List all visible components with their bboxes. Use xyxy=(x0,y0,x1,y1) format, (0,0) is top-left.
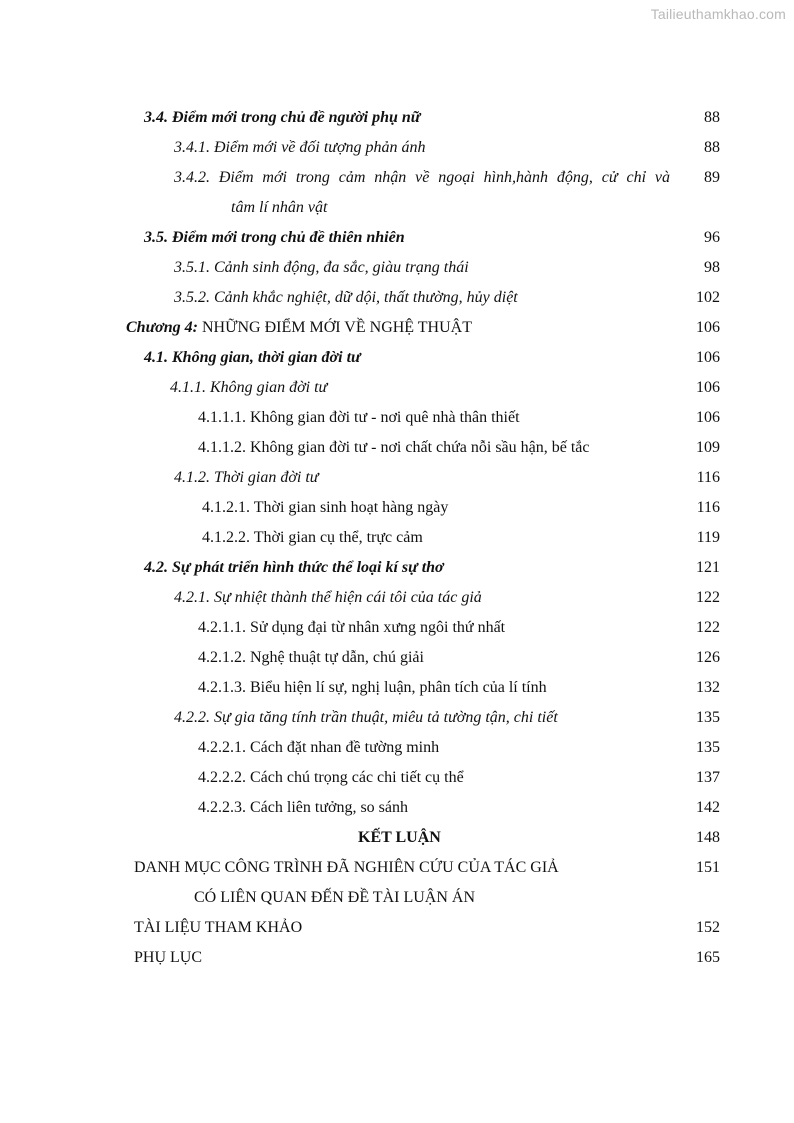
toc-entry-4-2-2[interactable] xyxy=(0,708,794,738)
toc-entry-publications-continuation xyxy=(0,888,794,918)
toc-entry-title: TÀI LIỆU THAM KHẢO xyxy=(134,919,303,936)
toc-entry-3-4-2[interactable] xyxy=(0,168,794,198)
toc-entry-title: 4.1.1.2. Không gian đời tư - nơi chất chứa nỗi sầu hận, bế tắc xyxy=(198,439,590,456)
toc-entry-page: 135 xyxy=(696,709,720,726)
toc-entry-title: 4.2.2. Sự gia tăng tính trần thuật, miêu tả tường tận, chi tiết xyxy=(174,709,558,726)
toc-entry-page: 137 xyxy=(696,769,720,786)
toc-entry-4-2-1-1[interactable] xyxy=(0,618,794,648)
toc-entry-page: 151 xyxy=(696,859,720,876)
toc-entry-4-1-1-1[interactable] xyxy=(0,408,794,438)
toc-entry-page: 119 xyxy=(696,529,720,546)
toc-entry-page: 135 xyxy=(696,739,720,756)
toc-entry-chapter-4[interactable] xyxy=(0,318,794,348)
toc-entry-4-1-2-2[interactable] xyxy=(0,528,794,558)
toc-entry-3-4[interactable] xyxy=(0,108,794,138)
toc-entry-4-1-1[interactable] xyxy=(0,378,794,408)
toc-entry-page: 88 xyxy=(704,139,720,156)
toc-entry-title: 4.1.2.1. Thời gian sinh hoạt hàng ngày xyxy=(202,499,449,516)
toc-entry-title: 4.2.1.2. Nghệ thuật tự dẫn, chú giải xyxy=(198,649,424,666)
toc-entry-page: 88 xyxy=(704,109,720,126)
toc-entry-page: 116 xyxy=(696,469,720,486)
toc-entry-4-2-2-3[interactable] xyxy=(0,798,794,828)
toc-entry-title: 4.2.1.1. Sử dụng đại từ nhân xưng ngôi thứ nhất xyxy=(198,619,506,636)
toc-entry-title: 3.4.1. Điểm mới về đối tượng phản ánh xyxy=(174,139,426,156)
toc-entry-3-5[interactable] xyxy=(0,228,794,258)
toc-entry-page: 122 xyxy=(696,619,720,636)
toc-entry-conclusion[interactable] xyxy=(0,828,794,858)
toc-entry-title: 3.5. Điểm mới trong chủ đề thiên nhiên xyxy=(144,229,405,246)
toc-entry-title: 4.2.1.3. Biểu hiện lí sự, nghị luận, phân tích của lí tính xyxy=(198,679,547,696)
toc-entry-4-1-1-2[interactable] xyxy=(0,438,794,468)
toc-entry-title: 4.2.1. Sự nhiệt thành thể hiện cái tôi của tác giả xyxy=(174,589,482,606)
toc-entry-title: 4.2.2.2. Cách chú trọng các chi tiết cụ thể xyxy=(198,769,464,786)
toc-entry-page: 126 xyxy=(696,649,720,666)
toc-entry-page: 106 xyxy=(696,409,720,426)
toc-entry-page: 132 xyxy=(696,679,720,696)
chapter-title: NHỮNG ĐIỂM MỚI VỀ NGHỆ THUẬT xyxy=(201,319,472,336)
toc-entry-4-2-2-2[interactable] xyxy=(0,768,794,798)
toc-entry-title: 4.2. Sự phát triển hình thức thể loại kí sự thơ xyxy=(144,559,444,576)
toc-entry-title: 4.1.2. Thời gian đời tư xyxy=(174,469,319,486)
toc-entry-title: 4.2.2.1. Cách đặt nhan đề tường minh xyxy=(198,739,440,756)
toc-entry-3-5-2[interactable] xyxy=(0,288,794,318)
toc-entry-title: DANH MỤC CÔNG TRÌNH ĐÃ NGHIÊN CỨU CỦA TÁC GIẢ xyxy=(134,859,559,876)
toc-entry-title-continuation: CÓ LIÊN QUAN ĐẾN ĐỀ TÀI LUẬN ÁN xyxy=(194,889,475,906)
toc-entry-title: PHỤ LỤC xyxy=(134,949,203,966)
chapter-prefix: Chương 4: xyxy=(126,319,198,336)
toc-entry-page: 106 xyxy=(696,319,720,336)
toc-entry-page: 109 xyxy=(696,439,720,456)
toc-entry-4-1[interactable] xyxy=(0,348,794,378)
toc-entry-title: 4.2.2.3. Cách liên tưởng, so sánh xyxy=(198,799,408,816)
toc-entry-appendix[interactable] xyxy=(0,948,794,978)
toc-entry-title-continuation: tâm lí nhân vật xyxy=(231,199,328,216)
toc-entry-4-2[interactable] xyxy=(0,558,794,588)
toc-entry-references[interactable] xyxy=(0,918,794,948)
toc-entry-title: 4.1. Không gian, thời gian đời tư xyxy=(144,349,361,366)
toc-entry-page: 102 xyxy=(696,289,720,306)
toc-entry-3-4-2-continuation xyxy=(0,198,794,228)
toc-entry-page: 121 xyxy=(696,559,720,576)
toc-entry-publications[interactable] xyxy=(0,858,794,888)
toc-entry-title xyxy=(126,318,472,338)
toc-entry-title: 3.4.2. Điểm mới trong cảm nhận về ngoại hình,hành động, cử chỉ và xyxy=(174,169,670,186)
toc-entry-4-1-2-1[interactable] xyxy=(0,498,794,528)
toc-entry-4-2-1[interactable] xyxy=(0,588,794,618)
toc-entry-3-4-1[interactable] xyxy=(0,138,794,168)
toc-entry-title: 4.1.2.2. Thời gian cụ thể, trực cảm xyxy=(202,529,423,546)
toc-entry-page: 142 xyxy=(696,799,720,816)
toc-entry-title: 3.4. Điểm mới trong chủ đề người phụ nữ xyxy=(144,109,421,126)
toc-entry-page: 116 xyxy=(696,499,720,516)
toc-entry-page: 122 xyxy=(696,589,720,606)
toc-entry-title: 3.5.1. Cảnh sinh động, đa sắc, giàu trạng thái xyxy=(174,259,469,276)
toc-entry-page: 98 xyxy=(704,259,720,276)
toc-entry-page: 152 xyxy=(696,919,720,936)
toc-entry-page: 96 xyxy=(704,229,720,246)
watermark: Tailieuthamkhao.com xyxy=(650,6,786,22)
toc-entry-4-2-1-2[interactable] xyxy=(0,648,794,678)
toc-entry-page: 165 xyxy=(696,949,720,966)
toc-entry-page: 89 xyxy=(704,169,720,186)
toc-entry-3-5-1[interactable] xyxy=(0,258,794,288)
toc-entry-4-2-1-3[interactable] xyxy=(0,678,794,708)
toc-entry-title: KẾT LUẬN xyxy=(358,829,441,846)
toc-entry-title: 4.1.1.1. Không gian đời tư - nơi quê nhà thân thiết xyxy=(198,409,520,426)
toc-entry-4-1-2[interactable] xyxy=(0,468,794,498)
toc-entry-title: 3.5.2. Cảnh khắc nghiệt, dữ dội, thất thường, hủy diệt xyxy=(174,289,518,306)
toc-entry-page: 106 xyxy=(696,379,720,396)
toc-entry-page: 148 xyxy=(696,829,720,846)
toc-entry-4-2-2-1[interactable] xyxy=(0,738,794,768)
toc-entry-page: 106 xyxy=(696,349,720,366)
toc-entry-title: 4.1.1. Không gian đời tư xyxy=(170,379,328,396)
